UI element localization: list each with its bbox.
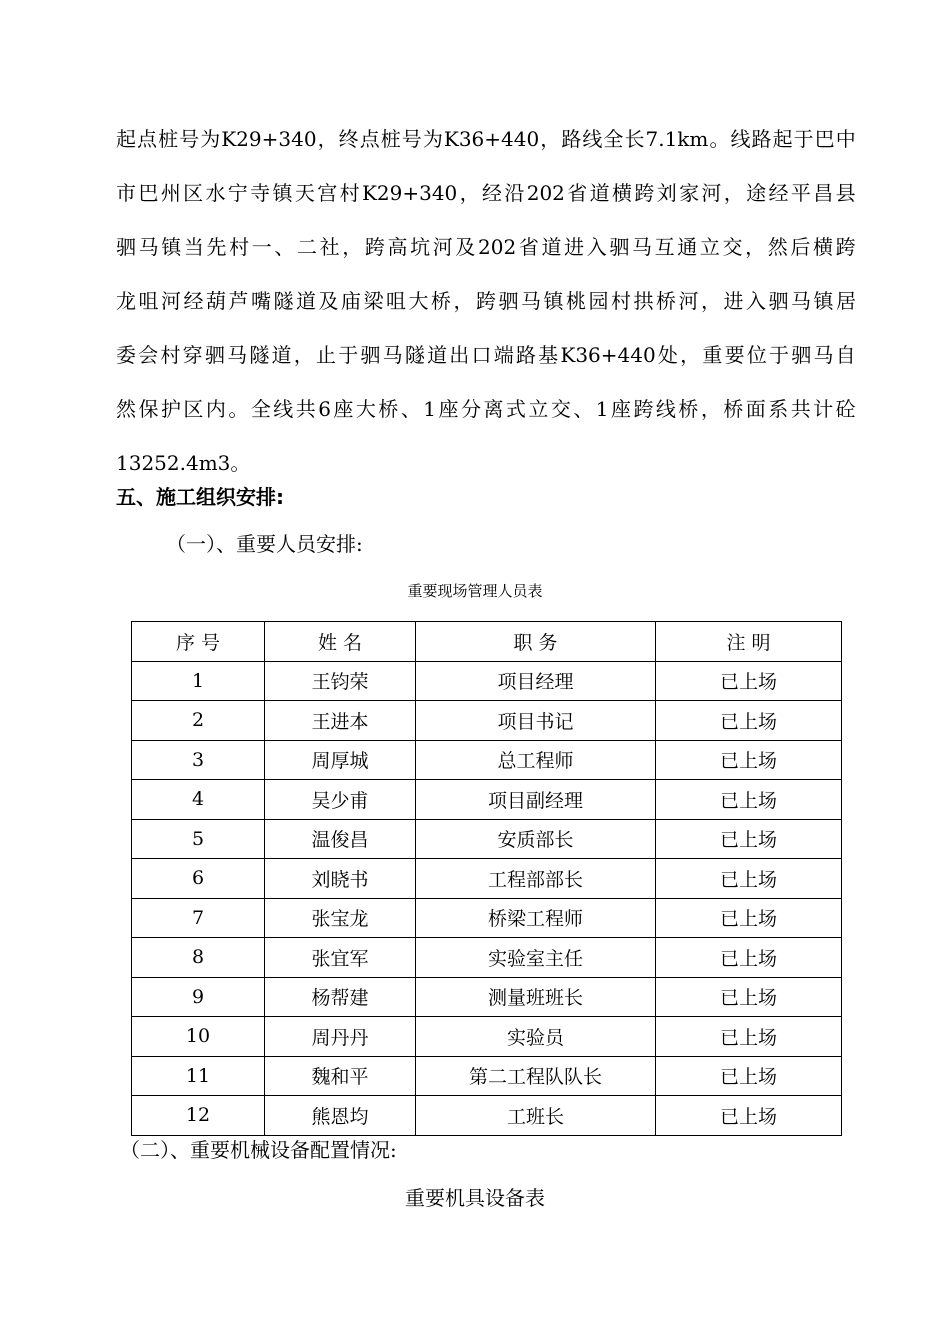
- section-heading: 五、施工组织安排:: [116, 485, 284, 509]
- table-row: [132, 1096, 842, 1136]
- cell-note: 已上场: [656, 740, 842, 780]
- header-name: 姓 名: [265, 622, 416, 662]
- cell-note: 已上场: [656, 1096, 842, 1136]
- header-index: 序 号: [132, 622, 265, 662]
- cell-name: 周丹丹: [265, 1017, 416, 1057]
- paragraph-line: 委 会 村 穿 驷 马 隧 道 ， 止 于 驷 马 隧 道 出 口 端 路 基 K36+440 处 ， 重 要 位 于 驷 马 自: [116, 343, 856, 367]
- subsection-heading-personnel: （一）、重要人员安排:: [166, 532, 363, 556]
- table-row: [132, 898, 842, 938]
- table-row: [132, 977, 842, 1017]
- table-row: [132, 780, 842, 820]
- header-position: 职 务: [416, 622, 656, 662]
- cell-position: 第二工程队队长: [416, 1056, 656, 1096]
- cell-name: 魏和平: [265, 1056, 416, 1096]
- cell-position: 工班长: [416, 1096, 656, 1136]
- equipment-table-caption: 重要机具设备表: [405, 1186, 545, 1210]
- paragraph-line: 起 点 桩 号 为 K29+340 ， 终 点 桩 号 为 K36+440 ， 路 线 全 长 7.1km 。 线 路 起 于 巴 中: [116, 127, 856, 151]
- cell-note: 已上场: [656, 1056, 842, 1096]
- cell-name: 周厚城: [265, 740, 416, 780]
- cell-note: 已上场: [656, 938, 842, 978]
- table-row: [132, 661, 842, 701]
- cell-name: 温俊昌: [265, 819, 416, 859]
- cell-index: 5: [132, 819, 265, 859]
- table-row: [132, 1056, 842, 1096]
- paragraph-line: 驷 马 镇 当 先 村 一 、 二 社 ， 跨 高 坑 河 及 202 省 道 进 入 驷 马 互 通 立 交 ， 然 后 横 跨: [116, 235, 856, 259]
- table-row: [132, 859, 842, 899]
- cell-index: 6: [132, 859, 265, 899]
- cell-index: 10: [132, 1017, 265, 1057]
- header-note: 注 明: [656, 622, 842, 662]
- cell-index: 8: [132, 938, 265, 978]
- cell-name: 王钧荣: [265, 661, 416, 701]
- cell-note: 已上场: [656, 898, 842, 938]
- cell-position: 工程部部长: [416, 859, 656, 899]
- cell-index: 9: [132, 977, 265, 1017]
- cell-position: 项目副经理: [416, 780, 656, 820]
- cell-name: 熊恩均: [265, 1096, 416, 1136]
- paragraph-line: 13252.4m3。: [116, 451, 251, 475]
- cell-name: 杨帮建: [265, 977, 416, 1017]
- table-row: [132, 938, 842, 978]
- cell-position: 桥梁工程师: [416, 898, 656, 938]
- cell-position: 安质部长: [416, 819, 656, 859]
- cell-note: 已上场: [656, 1017, 842, 1057]
- paragraph-line: 龙 咀 河 经 葫 芦 嘴 隧 道 及 庙 梁 咀 大 桥 ， 跨 驷 马 镇 桃 园 村 拱 桥 河 ， 进 入 驷 马 镇 居: [116, 289, 856, 313]
- table-row: [132, 740, 842, 780]
- cell-name: 吴少甫: [265, 780, 416, 820]
- cell-name: 张宜军: [265, 938, 416, 978]
- cell-position: 项目经理: [416, 661, 656, 701]
- cell-index: 2: [132, 701, 265, 741]
- table-row: [132, 701, 842, 741]
- cell-note: 已上场: [656, 701, 842, 741]
- cell-note: 已上场: [656, 859, 842, 899]
- cell-index: 3: [132, 740, 265, 780]
- staff-table: [131, 621, 842, 1136]
- paragraph-line: 市 巴 州 区 水 宁 寺 镇 天 宫 村 K29+340 ， 经 沿 202 省 道 横 跨 刘 家 河 ， 途 经 平 昌 县: [116, 181, 856, 205]
- cell-note: 已上场: [656, 780, 842, 820]
- cell-name: 刘晓书: [265, 859, 416, 899]
- cell-name: 张宝龙: [265, 898, 416, 938]
- table-caption: 重要现场管理人员表: [407, 582, 543, 600]
- subsection-heading-equipment: （二）、重要机械设备配置情况:: [120, 1138, 397, 1162]
- cell-index: 1: [132, 661, 265, 701]
- cell-note: 已上场: [656, 661, 842, 701]
- cell-name: 王进本: [265, 701, 416, 741]
- cell-note: 已上场: [656, 819, 842, 859]
- cell-position: 测量班班长: [416, 977, 656, 1017]
- cell-index: 11: [132, 1056, 265, 1096]
- table-header-row: [132, 622, 842, 662]
- cell-index: 4: [132, 780, 265, 820]
- cell-position: 实验员: [416, 1017, 656, 1057]
- cell-position: 实验室主任: [416, 938, 656, 978]
- cell-index: 12: [132, 1096, 265, 1136]
- cell-position: 总工程师: [416, 740, 656, 780]
- paragraph-line: 然 保 护 区 内 。 全 线 共 6 座 大 桥 、 1 座 分 离 式 立 交 、 1 座 跨 线 桥 ， 桥 面 系 共 计 砼: [116, 397, 856, 421]
- cell-note: 已上场: [656, 977, 842, 1017]
- cell-position: 项目书记: [416, 701, 656, 741]
- cell-index: 7: [132, 898, 265, 938]
- table-row: [132, 1017, 842, 1057]
- table-row: [132, 819, 842, 859]
